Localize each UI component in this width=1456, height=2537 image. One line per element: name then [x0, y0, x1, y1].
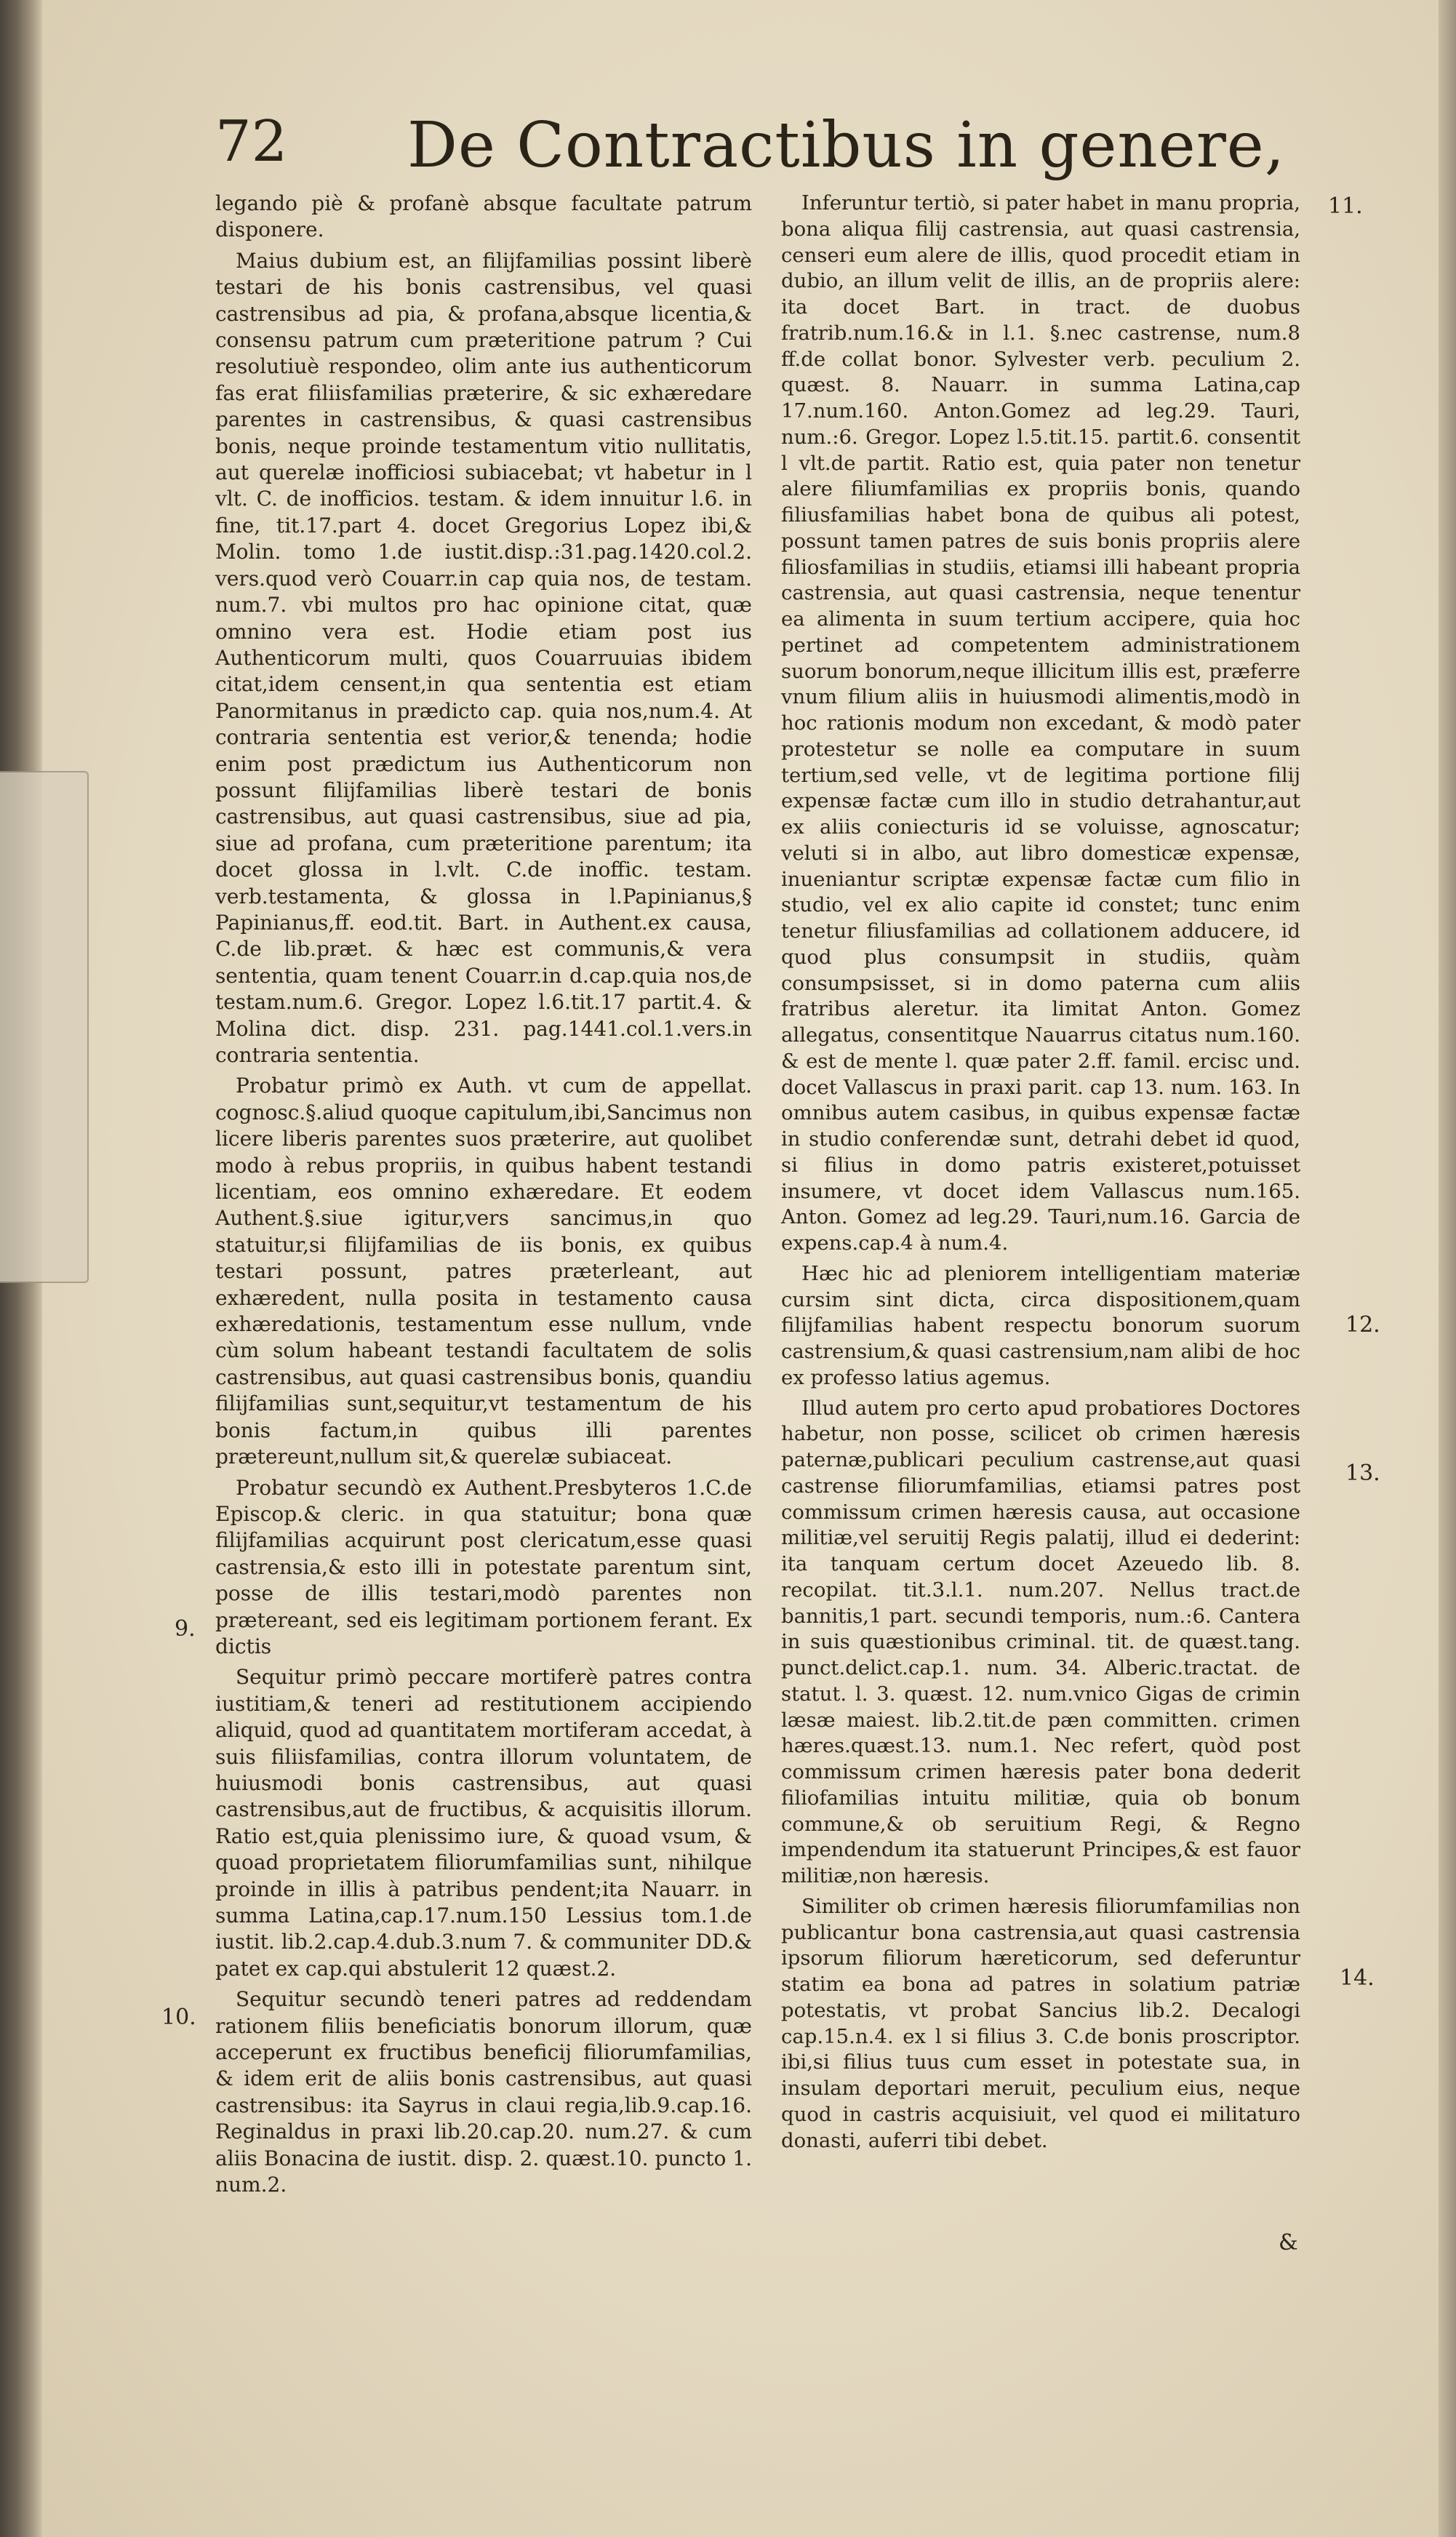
paragraph: Illud autem pro certo apud probatiores Doctores habetur, non posse, scilicet ob crimen hæresis paternæ,publicari peculium castrense,aut quasi castrense filiorumfamilias, etiamsi patres post commissum crimen hæresis causa, aut occasione militiæ,vel seruitij Regis palatij, illud ei dederint: ita tanquam certum docet Azeuedo lib. 8. recopilat. tit.3.l.1. num.207. Nellus tract.de bannitis,1 part. secundi temporis, num.:6. Cantera in suis quæstionibus criminal. tit. de quæst.tang. punct.delict.cap.1. num. 34. Alberic.tractat. de statut. l. 3. quæst. 12. num.vnico Gigas de crimin læsæ maiest. lib.2.tit.de pæn committen. crimen hæres.quæst.13. num.1. Nec refert, quòd post commissum crimen hæresis pater bona dederit filiofamilias intuitu militiæ, quia ob bonum commune,& ob seruitium Regi, & Regno impendendum ita statuerunt Principes,& est fauor militiæ,non hæresis. — [781, 1396, 1300, 1887]
left-column — [215, 191, 752, 2202]
right-column — [781, 191, 1300, 2158]
margin-number: 13. — [1345, 1461, 1380, 1486]
margin-number: 12. — [1345, 1312, 1380, 1338]
paragraph: Probatur primò ex Auth. vt cum de appellat. cognosc.§.aliud quoque capitulum,ibi,Sancimus non licere liberis parentes suos præterire, aut quolibet modo à rebus propriis, in quibus habent testandi licentiam, eos omnino exhæredare. Et eodem Authent.§.siue igitur,vers sancimus,in quo statuitur,si filijfamilias de iis bonis, ex quibus testari possunt, patres præterleant, aut exhæredent, nulla posita in testamento causa exhæredationis, testamentum esse nullum, vnde cùm solum habeant testandi facultatem de solis castrensibus, aut quasi castrensibus bonis, quandiu filijfamilias sunt,sequitur,vt testamentum de his bonis factum,in quibus illi parentes prætereunt,nullum sit,& querelæ subiaceat. — [215, 1074, 752, 1469]
running-head: De Contractibus in genere, — [407, 109, 1286, 182]
paragraph: Sequitur secundò teneri patres ad reddendam rationem filiis beneficiatis bonorum illorum, quæ acceperunt ex fructibus beneficij filiorumfamilias, & idem erit de aliis bonis castrensibus, aut quasi castrensibus: ita Sayrus in claui regia,lib.9.cap.16. Reginaldus in praxi lib.20.cap.20. num.27. & cum aliis Bonacina de iustit. disp. 2. quæst.10. puncto 1. num.2. — [215, 1987, 752, 2197]
page-fold-tab — [0, 771, 89, 1283]
margin-number: 9. — [175, 1616, 196, 1642]
catchword: & — [1279, 2230, 1298, 2256]
paragraph: Inferuntur tertiò, si pater habet in manu propria, bona aliqua filij castrensia, aut quasi castrensia, censeri eum alere de illis, quod procedit etiam in dubio, an illum velit de illis, an de propriis alere: ita docet Bart. in tract. de duobus fratrib.num.16.& in l.1. §.nec castrense, num.8 ff.de collat bonor. Sylvester verb. peculium 2. quæst. 8. Nauarr. in summa Latina,cap 17.num.160. Anton.Gomez ad leg.29. Tauri, num.:6. Gregor. Lopez l.5.tit.15. partit.6. consentit l vlt.de partit. Ratio est, quia pater non tenetur alere filiumfamilias ex propriis bonis, quando filiusfamilias habet bona de quibus ali potest, possunt tamen patres de suis bonis propriis alere filiosfamilias in studiis, etiamsi illi habeant propria castrensia, aut quasi castrensia, neque tenentur ea alimenta in suum tertium accipere, quia hoc pertinet ad competentem administrationem suorum bonorum,neque illicitum illis est, præferre vnum filium aliis in huiusmodi alimentis,modò in hoc rationis modum non excedant, & modò pater protestetur se nolle ea computare in suum tertium,sed velle, vt de legitima portione filij expensæ factæ cum illo in studio detrahantur,aut ex aliis coniecturis id se voluisse, agnoscatur; veluti si in albo, aut libro domesticæ expensæ, inueniantur scriptæ expensæ factæ cum filio in studio, vel ex alio capite id constet; tunc enim tenetur filiusfamilias ad collationem adducere, id quod plus consumpsit in studiis, quàm consumpsisset, si in domo paterna cum aliis fratribus aleretur. ita limitat Anton. Gomez allegatus, consentitque Nauarrus citatus num.160. & est de mente l. quæ pater 2.ff. famil. ercisc und. docet Vallascus in praxi parit. cap 13. num. 163. In omnibus autem casibus, in quibus expensæ factæ in studio conferendæ sunt, detrahi debet id quod, si filius in domo patris existeret,potuisset insumere, vt docet idem Vallascus num.165. Anton. Gomez ad leg.29. Tauri,num.16. Garcia de expens.cap.4 à num.4. — [781, 191, 1300, 1255]
paragraph: legando piè & profanè absque facultate patrum disponere. — [215, 191, 752, 242]
margin-number: 14. — [1340, 1965, 1375, 1991]
paragraph: Probatur secundò ex Authent.Presbyteros 1.C.de Episcop.& cleric. in qua statuitur; bona quæ filijfamilias acquirunt post clericatum,esse quasi castrensia,& esto illi in potestate parentum sint, posse de illis testari,modò parentes non prætereant, sed eis legitimam portionem ferant. Ex dictis — [215, 1475, 752, 1658]
paragraph: Maius dubium est, an filijfamilias possint liberè testari de his bonis castrensibus, vel quasi castrensibus ad pia, & profana,absque licentia,& consensu patrum cum præteritione patrum ? Cui resolutiuè respondeo, olim ante ius authenticorum fas erat filiisfamilias præterire, & sic exhæredare parentes in castrensibus, & quasi castrensibus bonis, neque proinde testamentum vitio nullitatis, aut querelæ inofficiosi subiacebat; vt habetur in l vlt. C. de inofficios. testam. & idem innuitur l.6. in fine, tit.17.part 4. docet Gregorius Lopez ibi,& Molin. tomo 1.de iustit.disp.:31.pag.1420.col.2. vers.quod verò Couarr.in cap quia nos, de testam. num.7. vbi multos pro hac opinione citat, quæ omnino vera est. Hodie etiam post ius Authenticorum multi, quos Couarruuias ibidem citat,idem censent,in qua sententia est etiam Panormitanus in prædicto cap. quia nos,num.4. At contraria sententia est verior,& tenenda; hodie enim post prædictum ius Authenticorum non possunt filijfamilias liberè testari de bonis castrensibus, aut quasi castrensibus, siue ad pia, siue ad profana, cum præteritione parentum; ita docet glossa in l.vlt. C.de inoffic. testam. verb.testamenta, & glossa in l.Papinianus,§ Papinianus,ff. eod.tit. Bart. in Authent.ex causa, C.de lib.præt. & hæc est communis,& vera sententia, quam tenent Couarr.in d.cap.quia nos,de testam.num.6. Gregor. Lopez l.6.tit.17 partit.4. & Molina dict. disp. 231. pag.1441.col.1.vers.in contraria sententia. — [215, 248, 752, 1067]
page-number: 72 — [215, 109, 288, 175]
page-edge — [1439, 0, 1456, 2537]
paragraph: Sequitur primò peccare mortiferè patres contra iustitiam,& teneri ad restitutionem accipiendo aliquid, quod ad quantitatem mortiferam accedat, à suis filiisfamilias, contra illorum voluntatem, de huiusmodi bonis castrensibus, aut quasi castrensibus,aut de fructibus, & acquisitis illorum. Ratio est,quia plenissimo iure, & quoad vsum, & quoad proprietatem filiorumfamilias sunt, nihilque proinde in illis à patribus pendent;ita Nauarr. in summa Latina,cap.17.num.150 Lessius tom.1.de iustit. lib.2.cap.4.dub.3.num 7. & communiter DD.& patet ex cap.qui abstulerit 12 quæst.2. — [215, 1665, 752, 1981]
margin-number: 10. — [161, 2005, 196, 2030]
margin-number: 11. — [1328, 193, 1363, 219]
paragraph: Similiter ob crimen hæresis filiorumfamilias non publicantur bona castrensia,aut quasi castrensia ipsorum filiorum hæreticorum, sed deferuntur statim ea bona ad patres in solatium patriæ potestatis, vt probat Sancius lib.2. Decalogi cap.15.n.4. ex l si filius 3. C.de bonis proscriptor. ibi,si filius tuus cum esset in potestate sua, in insulam deportari meruit, peculium eius, neque quod in castris acquisiuit, vel quod ei militaturo donasti, auferri tibi debet. — [781, 1894, 1300, 2152]
paragraph: Hæc hic ad pleniorem intelligentiam materiæ cursim sint dicta, circa dispositionem,quam filijfamilias habent respectu bonorum suorum castrensium,& quasi castrensium,nam alibi de hoc ex professo latius agemus. — [781, 1261, 1300, 1389]
